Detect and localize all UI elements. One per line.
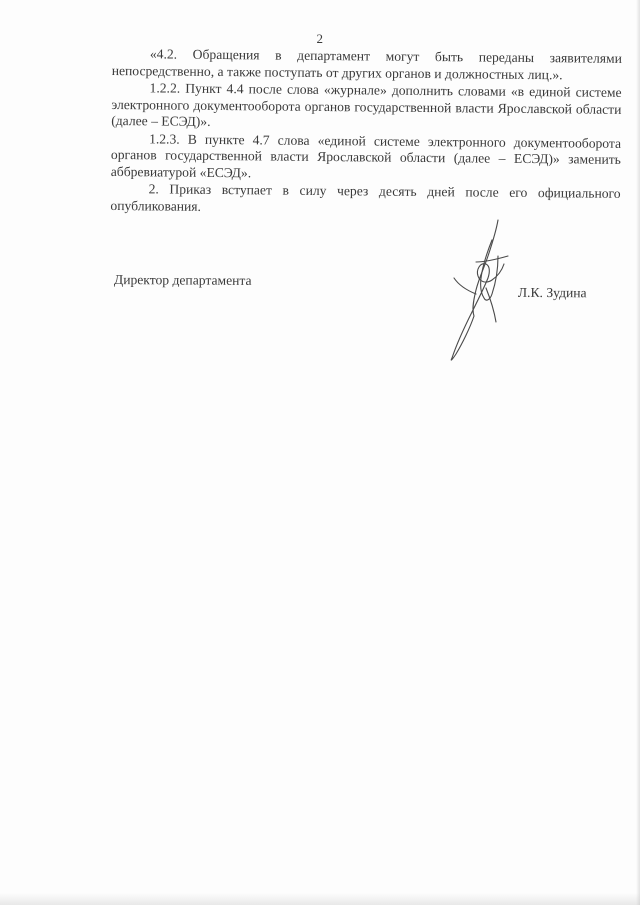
scan-right-edge: [636, 0, 640, 905]
paragraph-1-2-3: 1.2.3. В пункте 4.7 слова «единой системе электронного документооборота органов государственной власти Ярославской области (далее – ЕСЭД)» заменить аббревиатурой «ЕСЭД».: [110, 130, 622, 180]
signer-position: Директор департамента: [113, 272, 252, 288]
scan-bottom-edge: [0, 893, 640, 905]
paragraph-2: 2. Приказ вступает в силу через десять дней после его официального опубликования.: [110, 181, 621, 214]
page-number: 2: [316, 31, 324, 46]
paragraph-4-2: «4.2. Обращения в департамент могут быть переданы заявителями непосредственно, а также поступать от других органов и должностных лиц.».: [111, 46, 622, 82]
paragraph-1-2-2: 1.2.2. Пункт 4.4 после слова «журнале» дополнить словами «в единой системе электронного документооборота органов государственной власти Ярославской области (далее – ЕСЭД)».: [111, 80, 622, 129]
signature-block: [113, 272, 604, 301]
document-body: [110, 46, 622, 219]
signer-name: Л.К. Зудина: [517, 284, 587, 301]
handwritten-signature: [446, 218, 520, 364]
